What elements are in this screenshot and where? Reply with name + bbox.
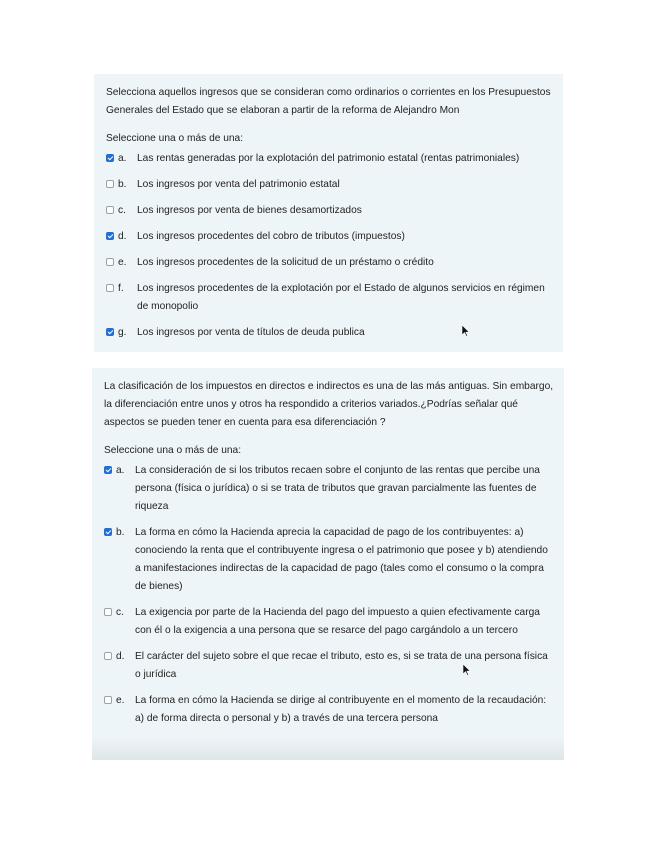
option-text: El carácter del sujeto sobre el que recae el tributo, esto es, si se trata de una persona física o jurídica xyxy=(135,651,548,680)
option-letter: c. xyxy=(118,205,126,216)
option-letter: a. xyxy=(118,153,127,164)
checkbox-checked[interactable] xyxy=(104,528,112,536)
option-text: La forma en cómo la Hacienda aprecia la capacidad de pago de los contribuyentes: a) conociendo la renta que el contribuyente ingresa o el patrimonio que posee y b) atendiendo a manifestaciones indirectas de la capacidad de pago (tales como el consumo o la compra de bienes) xyxy=(135,527,548,592)
option-letter: c. xyxy=(116,607,124,618)
checkbox-unchecked[interactable] xyxy=(106,258,114,266)
checkbox-checked[interactable] xyxy=(106,232,114,240)
option-text: La forma en cómo la Hacienda se dirige al contribuyente en el momento de la recaudación: a) de forma directa o personal y b) a través de una tercera persona xyxy=(135,695,547,724)
answer-option[interactable] xyxy=(106,202,551,220)
option-text: Los ingresos por venta de títulos de deuda publica xyxy=(137,327,365,338)
option-letter: f. xyxy=(118,283,124,294)
answer-option[interactable] xyxy=(106,150,551,168)
answer-option[interactable] xyxy=(104,462,554,516)
option-text: Los ingresos procedentes de la explotación por el Estado de algunos servicios en régimen de monopolio xyxy=(137,283,545,312)
question-2-instruction: Seleccione una o más de una: xyxy=(104,445,242,456)
answer-option[interactable] xyxy=(104,692,554,728)
checkbox-checked[interactable] xyxy=(104,466,112,474)
question-1-card xyxy=(94,74,563,352)
option-letter: e. xyxy=(118,257,127,268)
answer-option[interactable] xyxy=(104,604,554,640)
option-letter: d. xyxy=(118,231,127,242)
checkbox-checked[interactable] xyxy=(106,328,114,336)
option-letter: d. xyxy=(116,651,125,662)
checkbox-unchecked[interactable] xyxy=(106,206,114,214)
option-letter: a. xyxy=(116,465,125,476)
checkbox-unchecked[interactable] xyxy=(104,696,112,704)
option-letter: g. xyxy=(118,327,127,338)
question-2-text: La clasificación de los impuestos en directos e indirectos es una de las más antiguas. Sin embargo, la diferenciación entre unos y otros ha respondido a criterios variados.¿Podrías señalar qué aspectos se pueden tener en cuenta para esa diferenciación ? xyxy=(104,381,554,428)
checkbox-unchecked[interactable] xyxy=(104,608,112,616)
question-2-card xyxy=(92,368,564,760)
checkbox-unchecked[interactable] xyxy=(106,284,114,292)
option-text: La exigencia por parte de la Hacienda del pago del impuesto a quien efectivamente carga con él o la exigencia a una persona que se resarce del pago cargándolo a un tercero xyxy=(135,607,540,636)
option-text: Las rentas generadas por la explotación del patrimonio estatal (rentas patrimoniales) xyxy=(137,153,520,164)
question-1-text: Selecciona aquellos ingresos que se consideran como ordinarios o corrientes en los Presupuestos Generales del Estado que se elaboran a partir de la reforma de Alejandro Mon xyxy=(106,87,551,116)
option-text: Los ingresos procedentes del cobro de tributos (impuestos) xyxy=(137,231,405,242)
question-1-options xyxy=(106,150,551,342)
answer-option[interactable] xyxy=(104,648,554,684)
option-text: Los ingresos por venta del patrimonio estatal xyxy=(137,179,340,190)
checkbox-unchecked[interactable] xyxy=(106,180,114,188)
option-letter: b. xyxy=(118,179,127,190)
option-letter: e. xyxy=(116,695,125,706)
answer-option[interactable] xyxy=(106,324,551,342)
question-2-options xyxy=(104,462,554,728)
answer-option[interactable] xyxy=(104,524,554,596)
option-text: Los ingresos por venta de bienes desamortizados xyxy=(137,205,362,216)
answer-option[interactable] xyxy=(106,280,551,316)
question-1-instruction: Seleccione una o más de una: xyxy=(106,133,244,144)
option-text: Los ingresos procedentes de la solicitud de un préstamo o crédito xyxy=(137,257,434,268)
checkbox-unchecked[interactable] xyxy=(104,652,112,660)
option-letter: b. xyxy=(116,527,125,538)
answer-option[interactable] xyxy=(106,254,551,272)
option-text: La consideración de si los tributos recaen sobre el conjunto de las rentas que percibe una persona (física o jurídica) o si se trata de tributos que gravan parcialmente las fuentes de riqueza xyxy=(135,465,540,512)
answer-option[interactable] xyxy=(106,228,551,246)
answer-option[interactable] xyxy=(106,176,551,194)
checkbox-checked[interactable] xyxy=(106,154,114,162)
